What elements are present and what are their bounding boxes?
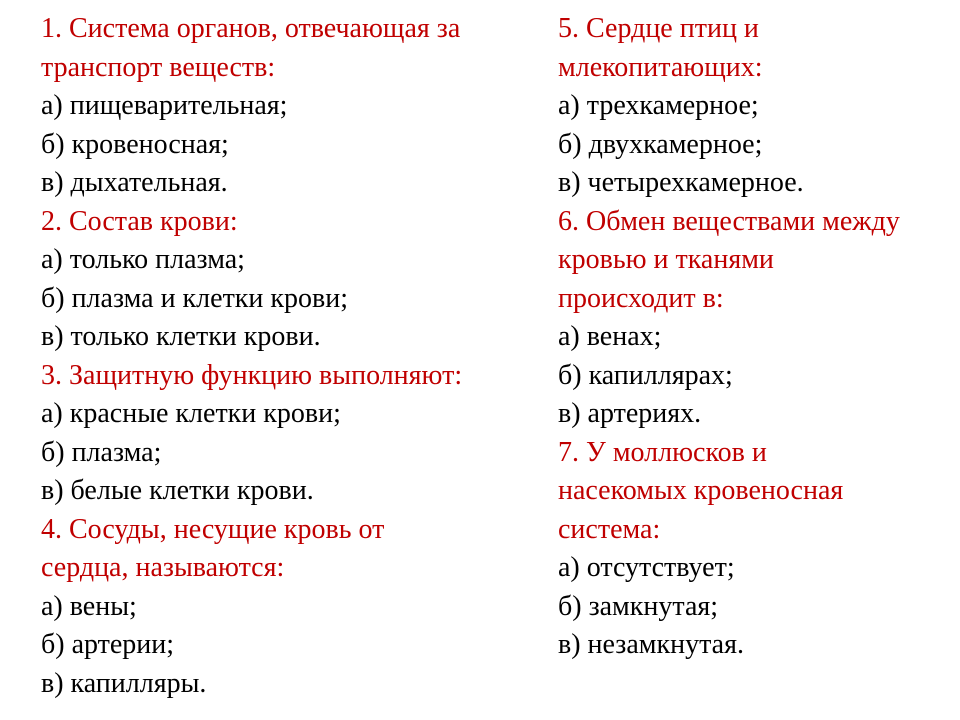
left-column [41, 10, 541, 703]
answer-option: а) трехкамерное; [558, 90, 759, 121]
answer-option: б) двухкамерное; [558, 128, 763, 160]
question-4 [41, 511, 541, 704]
question-1 [41, 10, 541, 203]
question-text: 6. Обмен веществами между кровью и тканями происходит в: [558, 205, 900, 314]
question-7 [558, 434, 958, 665]
answer-option: а) только плазма; [41, 244, 245, 275]
question-text: 7. У моллюсков и насекомых кровеносная система: [558, 436, 844, 545]
answer-option: в) дыхательная. [41, 167, 228, 198]
answer-option: в) незамкнутая. [558, 629, 744, 660]
answer-option: а) вены; [41, 590, 137, 622]
answer-option: в) только клетки крови. [41, 321, 321, 352]
answer-option: а) отсутствует; [558, 552, 735, 583]
answer-option: б) капиллярах; [558, 359, 733, 391]
question-text: 1. Система органов, отвечающая за транспорт веществ: [41, 13, 461, 83]
question-6 [558, 203, 958, 434]
answer-option: в) артериях. [558, 398, 702, 429]
answer-option: а) красные клетки крови; [41, 398, 341, 429]
answer-option: б) плазма и клетки крови; [41, 282, 348, 314]
question-text: 4. Сосуды, несущие кровь от сердца, называются: [41, 513, 385, 583]
question-5 [558, 10, 958, 203]
answer-option: а) пищеварительная; [41, 90, 288, 121]
question-2 [41, 203, 541, 357]
question-text: 5. Сердце птиц и млекопитающих: [558, 13, 763, 83]
right-column [558, 10, 958, 665]
answer-option: в) капилляры. [41, 667, 207, 699]
answer-option: б) замкнутая; [558, 590, 719, 622]
answer-option: а) венах; [558, 321, 662, 352]
answer-option: в) четырехкамерное. [558, 167, 804, 198]
answer-option: б) плазма; [41, 436, 162, 468]
question-text: 2. Состав крови: [41, 205, 238, 237]
answer-option: б) артерии; [41, 629, 175, 660]
answer-option: в) белые клетки крови. [41, 475, 314, 506]
question-3 [41, 357, 541, 511]
question-text: 3. Защитную функцию выполняют: [41, 359, 463, 391]
answer-option: б) кровеносная; [41, 128, 229, 160]
